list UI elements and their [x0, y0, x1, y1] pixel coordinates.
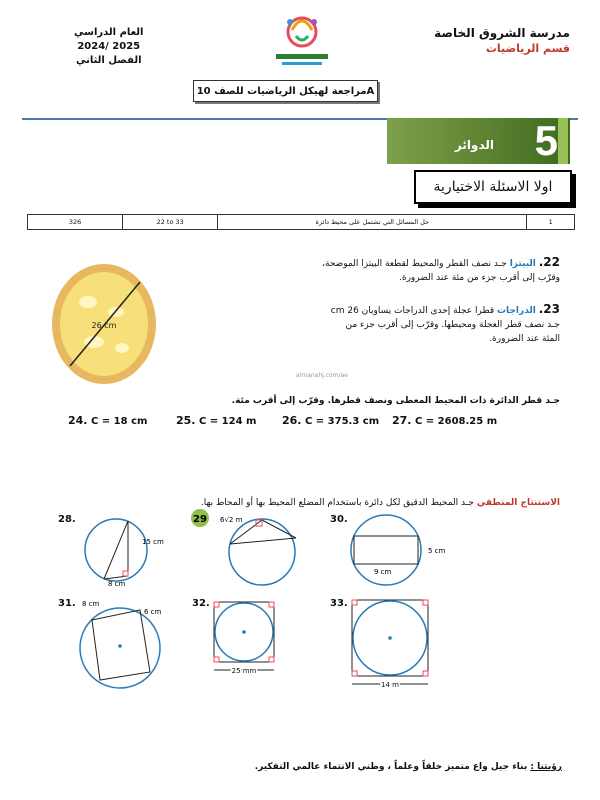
- academic-year: 2024/ 2025: [77, 41, 141, 52]
- question-23-text: قطرا عجلة إحدى الدراجات يساويان 26 cm: [330, 306, 495, 316]
- review-title: مراجعة لهيكل الرياضيات للصف 10A: [193, 80, 378, 102]
- figure-31-side-a: 8 cm: [82, 600, 100, 608]
- item-25: 25. C = 124 m: [176, 414, 257, 427]
- figure-29-label: 6√2 m: [220, 516, 243, 524]
- reasoning-text: جـد المحيط الدقيق لكل دائرة باستخدام المضلع المحيط بها أو المحاط بها.: [200, 498, 474, 508]
- chapter-tab: [558, 118, 568, 164]
- question-22-text: جـد نصف القطر والمحيط لقطعة البيتزا الموضحة،: [322, 259, 507, 269]
- figure-31: [78, 598, 178, 690]
- figure-28-side-a: 15 cm: [142, 538, 164, 546]
- table-row: [28, 215, 575, 230]
- pizza-figure: [50, 262, 158, 386]
- pizza-diameter-label: 26 cm: [91, 321, 117, 330]
- figure-30: [348, 514, 458, 590]
- question-23-keyword: الدراجات: [497, 306, 536, 316]
- figure-28: [80, 516, 180, 586]
- figure-32: [210, 598, 290, 678]
- school-logo-icon: [262, 10, 342, 76]
- question-23-text3: المئة عند الضرورة.: [489, 334, 560, 344]
- figure-31-side-b: 6 cm: [144, 608, 162, 616]
- figure-29-badge: [190, 508, 210, 528]
- academic-info: [74, 26, 144, 68]
- vision-label: رؤيتنا :: [530, 762, 562, 772]
- figure-33-number: 33.: [330, 598, 348, 609]
- lesson-info-table: [27, 214, 575, 230]
- question-23: [230, 302, 560, 346]
- index-cell: 1: [527, 215, 575, 230]
- figure-30-number: 30.: [330, 514, 348, 525]
- reasoning-instruction: [100, 496, 560, 510]
- figure-29-number: 29: [193, 514, 207, 525]
- figure-29: [212, 508, 312, 588]
- item-24: 24. C = 18 cm: [68, 414, 148, 427]
- figure-28-side-b: 8 cm: [108, 580, 126, 586]
- item-27: 27. C = 2608.25 m: [392, 414, 498, 427]
- find-instruction: جـد قطر الدائرة ذات المحيط المعطى ونصف قطرها. وقرّب إلى أقرب مئة.: [231, 396, 560, 406]
- department-name: قسم الرياضيات: [485, 42, 570, 55]
- chapter-title: الدوائر: [454, 138, 494, 152]
- academic-year-label: العام الدراسي: [74, 27, 144, 38]
- question-22-keyword: البيتزا: [509, 259, 536, 269]
- figure-33-side: 14 m: [381, 681, 399, 689]
- semester: الفصل الثاني: [75, 55, 142, 66]
- item-26: 26. C = 375.3 cm: [282, 414, 380, 427]
- objective-cell: حل المسائل التي تشتمل على محيط دائرة: [218, 215, 527, 230]
- question-22-number: 22.: [538, 255, 560, 269]
- figure-30-width: 9 cm: [374, 568, 392, 576]
- figure-32-side: 25 mm: [231, 667, 257, 675]
- figure-33: [348, 596, 438, 692]
- school-header: [434, 26, 570, 55]
- vision-text: بناء جيل واع متميز خلقاً وعلماً ، وطني الانتماء عالمي التفكير.: [254, 762, 528, 772]
- watermark: almanahj.com/ae: [296, 372, 348, 379]
- figure-31-number: 31.: [58, 598, 76, 609]
- question-23-text2: جـد نصف قطر العجلة ومحيطها. وقرّب إلى أقرب جزء من: [345, 320, 560, 330]
- section-title: اولا الاسئلة الاختيارية: [414, 170, 572, 204]
- figure-28-number: 28.: [58, 514, 76, 525]
- question-22: [230, 255, 560, 285]
- question-23-number: 23.: [538, 302, 560, 316]
- vision-motto: [255, 762, 562, 772]
- question-22-text2: وقرّب إلى أقرب جزء من مئة عند الضرورة.: [399, 273, 560, 283]
- figure-32-number: 32.: [192, 598, 210, 609]
- range-cell: 22 to 33: [123, 215, 218, 230]
- figure-30-height: 5 cm: [428, 547, 446, 555]
- chapter-number: 5: [534, 117, 558, 164]
- school-name: مدرسة الشروق الخاصة: [434, 26, 570, 40]
- reasoning-keyword: الاستنتاج المنطقي: [476, 498, 560, 508]
- page-cell: 326: [28, 215, 123, 230]
